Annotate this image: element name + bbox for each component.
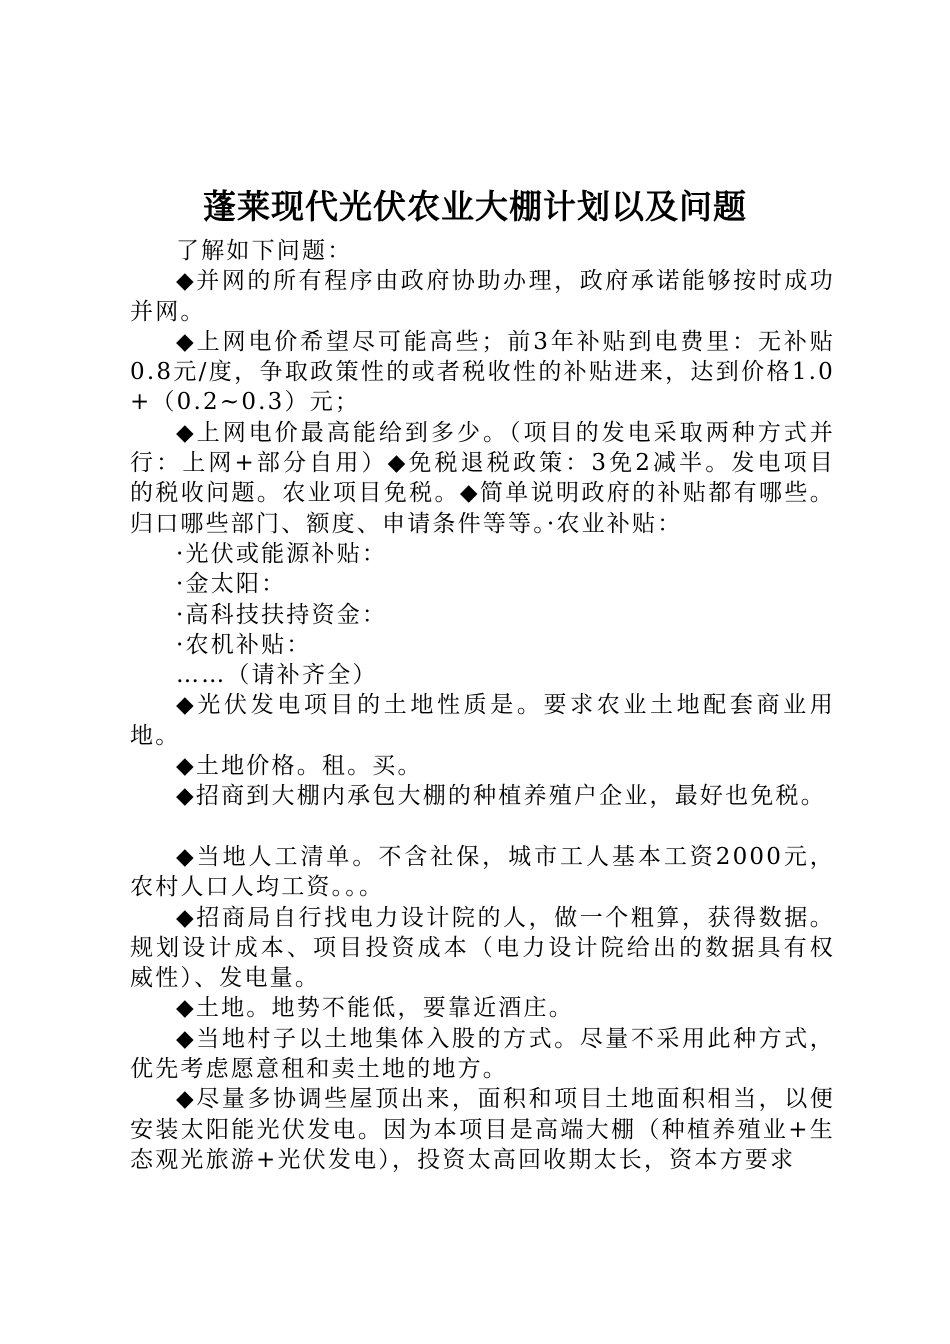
- paragraph-terrain: ◆土地。地势不能低，要靠近酒庄。: [176, 995, 574, 1022]
- paragraph-labor-cost: ◆当地人工清单。不含社保，城市工人基本工资2000元，农村人口人均工资。。。: [130, 843, 835, 901]
- paragraph-village-shares: ◆当地村子以土地集体入股的方式。尽量不采用此种方式，优先考虑愿意租和卖土地的地方。: [130, 1025, 835, 1083]
- paragraph-grid-connection: ◆并网的所有程序由政府协助办理，政府承诺能够按时成功并网。: [130, 268, 835, 325]
- paragraph-pv-subsidy: ·光伏或能源补贴：: [176, 540, 388, 567]
- paragraph-farm-machinery-subsidy: ·农机补贴：: [176, 631, 312, 658]
- paragraph-hightech-fund: ·高科技扶持资金：: [176, 601, 388, 628]
- blank-line: [130, 812, 835, 842]
- paragraph-intro: 了解如下问题：: [176, 238, 353, 264]
- paragraph-feed-in-price: ◆上网电价希望尽可能高些；前3年补贴到电费里：无补贴0.8元/度，争取政策性的或者税收性的补贴进来，达到价格1.0+（0.2~0.3）元；: [130, 328, 835, 416]
- paragraph-golden-sun: ·金太阳：: [176, 571, 287, 598]
- paragraph-tenant-enterprises: ◆招商到大棚内承包大棚的种植养殖户企业，最好也免税。: [176, 783, 826, 810]
- paragraph-rooftops: ◆尽量多协调些屋顶出来，面积和项目土地面积相当，以便安装太阳能光伏发电。因为本项目是高端大棚（种植养殖业+生态观光旅游+光伏发电），投资太高回收期太长，资本方要求: [130, 1086, 835, 1173]
- paragraph-land-price: ◆土地价格。租。买。: [176, 753, 423, 780]
- paragraph-land-nature: ◆光伏发电项目的土地性质是。要求农业土地配套商业用地。: [130, 692, 835, 749]
- paragraph-max-price-and-subsidies: ◆上网电价最高能给到多少。（项目的发电采取两种方式并行：上网+部分自用）◆免税退税政策：3免2减半。发电项目的税收问题。农业项目免税。◆简单说明政府的补贴都有哪些。归口哪些部门、额度、申请条件等等。·农业补贴：: [130, 419, 835, 537]
- paragraph-please-complete: ……（请补齐全）: [176, 662, 378, 689]
- document-body: [130, 236, 835, 1175]
- document-title: 蓬莱现代光伏农业大棚计划以及问题: [203, 187, 747, 226]
- paragraph-design-institute: ◆招商局自行找电力设计院的人，做一个粗算，获得数据。规划设计成本、项目投资成本（电力设计院给出的数据具有权威性）、发电量。: [130, 904, 835, 992]
